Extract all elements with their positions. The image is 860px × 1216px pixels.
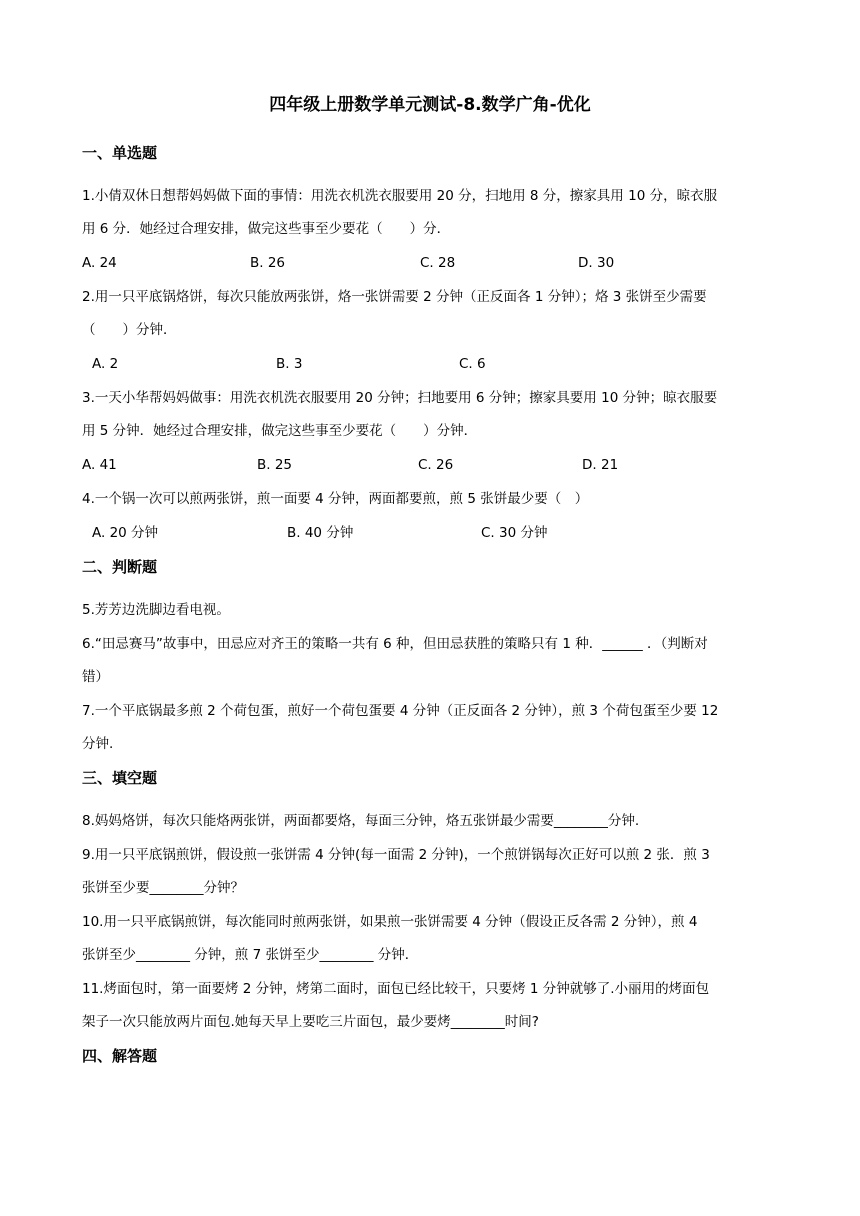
question-11-line-1: 11.烤面包时，第一面要烤 2 分钟，烤第二面时，面包已经比较干，只要烤 1 分钟就够了.小丽用的烤面包 bbox=[82, 981, 710, 997]
section-heading-answer: 四、解答题 bbox=[82, 1047, 158, 1065]
question-1-option-c: C. 28 bbox=[420, 255, 456, 271]
question-7-line-2: 分钟. bbox=[82, 736, 114, 752]
question-7-line-1: 7.一个平底锅最多煎 2 个荷包蛋，煎好一个荷包蛋要 4 分钟（正反面各 2 分钟），煎 3 个荷包蛋至少要 12 bbox=[82, 703, 719, 719]
question-1-option-a: A. 24 bbox=[82, 255, 117, 271]
question-2-line-1: 2.用一只平底锅烙饼，每次只能放两张饼，烙一张饼需要 2 分钟（正反面各 1 分钟）；烙 3 张饼至少需要 bbox=[82, 289, 707, 305]
question-3-option-d: D. 21 bbox=[582, 457, 619, 473]
question-10-line-2: 张饼至少________ 分钟，煎 7 张饼至少________ 分钟． bbox=[82, 947, 419, 963]
question-3-option-a: A. 41 bbox=[82, 457, 117, 473]
section-heading-true-false: 二、判断题 bbox=[82, 558, 158, 576]
question-9-line-1: 9.用一只平底锅煎饼，假设煎一张饼需 4 分钟(每一面需 2 分钟)，一个煎饼锅每次正好可以煎 2 张．煎 3 bbox=[82, 847, 710, 863]
section-heading-single-choice: 一、单选题 bbox=[82, 144, 158, 162]
question-6-line-2: 错） bbox=[82, 669, 109, 685]
question-1-line-2: 用 6 分．她经过合理安排，做完这些事至少要花（ ）分． bbox=[82, 221, 451, 237]
page-title: 四年级上册数学单元测试-8.数学广角-优化 bbox=[269, 95, 591, 115]
question-11-line-2: 架子一次只能放两片面包.她每天早上要吃三片面包，最少要烤________时间? bbox=[82, 1014, 539, 1030]
question-2-line-2: （ ）分钟． bbox=[82, 322, 177, 338]
question-1-option-b: B. 26 bbox=[250, 255, 286, 271]
question-1-option-d: D. 30 bbox=[578, 255, 615, 271]
question-2-option-a: A. 2 bbox=[92, 356, 119, 372]
question-4-option-b: B. 40 分钟 bbox=[287, 525, 354, 541]
question-3-line-2: 用 5 分钟．她经过合理安排，做完这些事至少要花（ ）分钟． bbox=[82, 423, 478, 439]
question-2-option-b: B. 3 bbox=[276, 356, 303, 372]
section-heading-fill-in: 三、填空题 bbox=[82, 769, 158, 787]
question-2-option-c: C. 6 bbox=[459, 356, 486, 372]
question-6-line-1: 6.“田忌赛马”故事中，田忌应对齐王的策略一共有 6 种，但田忌获胜的策略只有 1 种．______ ．（判断对 bbox=[82, 636, 708, 652]
question-4-line-1: 4.一个锅一次可以煎两张饼，煎一面要 4 分钟，两面都要煎，煎 5 张饼最少要（ ） bbox=[82, 491, 589, 507]
question-4-option-c: C. 30 分钟 bbox=[481, 525, 548, 541]
question-9-line-2: 张饼至少要________分钟？ bbox=[82, 880, 244, 896]
question-3-option-c: C. 26 bbox=[418, 457, 454, 473]
question-8-line-1: 8.妈妈烙饼，每次只能烙两张饼，两面都要烙，每面三分钟，烙五张饼最少需要________分钟. bbox=[82, 813, 640, 829]
question-10-line-1: 10.用一只平底锅煎饼，每次能同时煎两张饼，如果煎一张饼需要 4 分钟（假设正反各需 2 分钟），煎 4 bbox=[82, 914, 698, 930]
question-4-option-a: A. 20 分钟 bbox=[92, 525, 159, 541]
question-1-line-1: 1.小倩双休日想帮妈妈做下面的事情：用洗衣机洗衣服要用 20 分，扫地用 8 分，擦家具用 10 分，晾衣服 bbox=[82, 188, 718, 204]
question-3-option-b: B. 25 bbox=[257, 457, 293, 473]
question-5-line-1: 5.芳芳边洗脚边看电视。 bbox=[82, 602, 230, 618]
question-3-line-1: 3.一天小华帮妈妈做事：用洗衣机洗衣服要用 20 分钟；扫地要用 6 分钟；擦家具要用 10 分钟；晾衣服要 bbox=[82, 390, 718, 406]
